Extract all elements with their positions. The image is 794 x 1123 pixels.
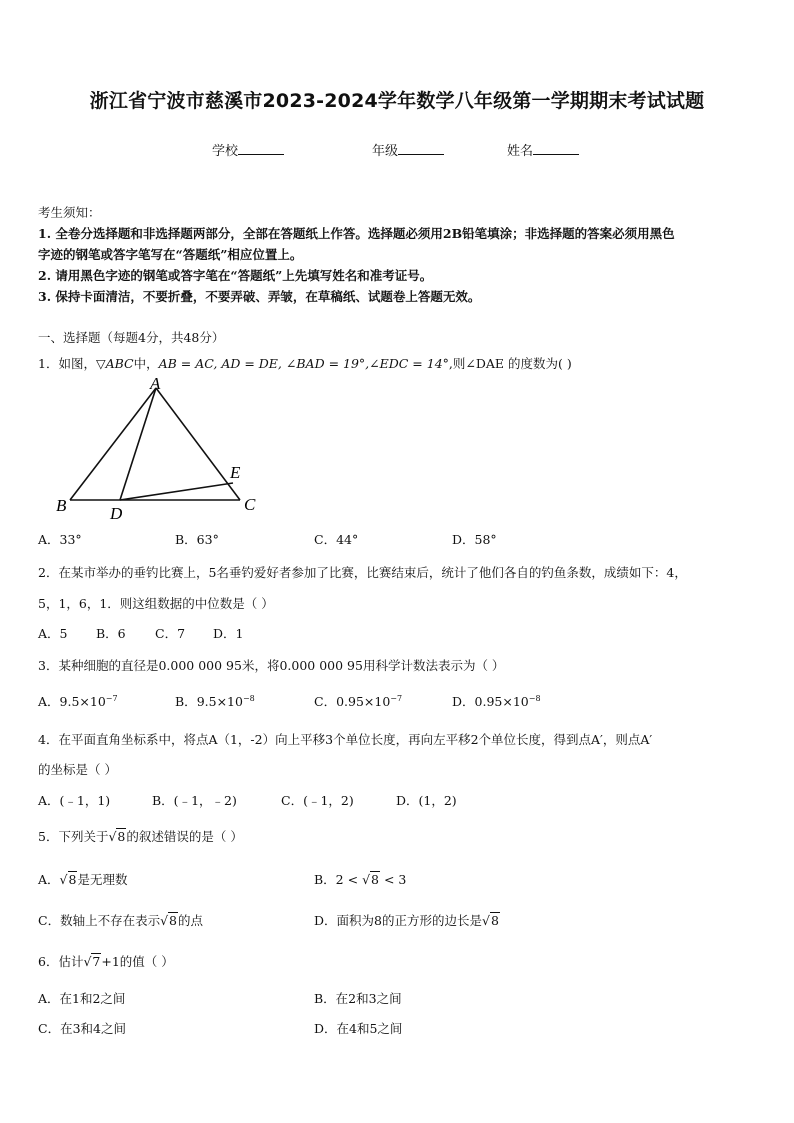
q4-option-a[interactable]: A．(﹣1，1): [38, 793, 111, 808]
question-6: [38, 952, 174, 970]
q5-radicand: 8: [117, 829, 126, 844]
q6-suffix: +1的值（ ）: [101, 954, 174, 969]
q1-option-d[interactable]: D．58°: [452, 532, 497, 547]
q3-b-base: 9.5×10: [196, 694, 243, 709]
q1-tail: ,则∠DAE 的度数为( ): [448, 356, 572, 371]
exam-title: 浙江省宁波市慈溪市2023-2024学年数学八年级第一学期期末考试试题: [89, 90, 705, 112]
q6-option-b[interactable]: B．在2和3之间: [314, 991, 402, 1006]
q5-option-d[interactable]: [314, 911, 500, 929]
question-4-line-1: 4．在平面直角坐标系中，将点A（1，-2）向上平移3个单位长度，再向左平移2个单位长度，得到点A′，则点A′: [38, 732, 653, 747]
q1-condition: AB = AC, AD = DE, ∠BAD = 19°: [158, 356, 366, 371]
q3-a-label: A．: [38, 694, 60, 709]
label-d: D: [110, 504, 123, 523]
q2-option-c[interactable]: C．7: [155, 626, 186, 641]
q3-b-exp: −8: [242, 693, 255, 703]
q1-option-c[interactable]: C．44°: [314, 532, 359, 547]
q6-option-a[interactable]: A．在1和2之间: [38, 991, 126, 1006]
sqrt-7: √7: [83, 954, 101, 969]
question-2-line-2: 5，1，6，1．则这组数据的中位数是（ ）: [38, 596, 274, 611]
q5-option-a[interactable]: [38, 870, 127, 888]
school-blank: [238, 142, 284, 155]
q3-option-b[interactable]: [175, 692, 255, 710]
q1-option-a[interactable]: A．33°: [38, 532, 82, 547]
grade-field: [372, 140, 444, 159]
question-3: 3．某种细胞的直径是0.000 000 95米，将0.000 000 95用科学计数法表示为（ ）: [38, 658, 505, 673]
question-4-line-2: 的坐标是（ ）: [38, 762, 117, 777]
q1-option-b[interactable]: B．63°: [175, 532, 219, 547]
question-1: [38, 354, 572, 372]
q6-option-d[interactable]: D．在4和5之间: [314, 1021, 403, 1036]
q5-c-pre: C．数轴上不存在表示: [38, 913, 161, 928]
q3-c-exp: −7: [390, 693, 403, 703]
question-5: [38, 827, 243, 845]
q3-option-c[interactable]: [314, 692, 402, 710]
q3-c-base: 0.95×10: [336, 694, 391, 709]
q5-c-post: 的点: [178, 913, 204, 928]
q5-prefix: 5．下列关于: [38, 829, 109, 844]
q5-d-radicand: 8: [490, 913, 499, 928]
name-blank: [533, 142, 579, 155]
label-e: E: [230, 463, 241, 482]
q4-option-c[interactable]: C．(﹣1，2): [281, 793, 354, 808]
sqrt-8-a: √8: [59, 872, 77, 887]
q5-b-pre: B．2 <: [314, 872, 359, 887]
q2-option-d[interactable]: D．1: [213, 626, 244, 641]
question-2-line-1: 2．在某市举办的垂钓比赛上，5名垂钓爱好者参加了比赛，比赛结束后，统计了他们各自的钓鱼条数，成绩如下：4，: [38, 565, 687, 580]
q3-a-base: 9.5×10: [59, 694, 106, 709]
notice-item-2: 2. 请用黑色字迹的钢笔或答字笔在“答题纸”上先填写姓名和准考证号。: [38, 268, 433, 283]
section-heading: 一、选择题（每题4分，共48分）: [38, 330, 225, 345]
q3-c-label: C．: [314, 694, 337, 709]
school-label: 学校: [212, 144, 239, 159]
q6-option-c[interactable]: C．在3和4之间: [38, 1021, 126, 1036]
q1-condition2: ,∠EDC = 14°: [365, 356, 449, 371]
name-label: 姓名: [507, 144, 534, 159]
notice-item-1-cont: 字迹的钢笔或答字笔写在“答题纸”相应位置上。: [38, 247, 303, 262]
notice-heading: 考生须知：: [38, 205, 101, 220]
q3-d-label: D．: [452, 694, 475, 709]
sqrt-8-c: √8: [160, 913, 177, 928]
q6-radicand: 7: [92, 954, 101, 969]
q3-option-d[interactable]: [452, 692, 541, 710]
line-de: [120, 483, 233, 500]
q5-option-c[interactable]: [38, 911, 203, 929]
q5-b-radicand: 8: [371, 872, 379, 887]
q1-triangle: ▽ABC: [95, 356, 134, 371]
q3-a-exp: −7: [105, 693, 118, 703]
q3-option-a[interactable]: [38, 692, 118, 710]
q3-d-exp: −8: [528, 693, 541, 703]
sqrt-8-b: √8: [362, 872, 379, 887]
label-a: A: [150, 378, 161, 393]
q5-c-radicand: 8: [169, 913, 177, 928]
line-ad: [120, 388, 156, 500]
school-field: [212, 140, 284, 159]
name-field: [507, 140, 579, 159]
q4-option-d[interactable]: D．(1，2): [396, 793, 457, 808]
grade-label: 年级: [372, 144, 399, 159]
sqrt-8-d: √8: [481, 913, 499, 928]
q6-prefix: 6．估计: [38, 954, 84, 969]
q5-option-b[interactable]: [314, 870, 406, 888]
notice-item-3: 3. 保持卡面清洁，不要折叠，不要弄破、弄皱，在草稿纸、试题卷上答题无效。: [38, 289, 481, 304]
q2-option-b[interactable]: B．6: [96, 626, 126, 641]
label-c: C: [244, 495, 256, 514]
line-ab: [70, 388, 156, 500]
label-b: B: [56, 496, 67, 515]
q5-suffix: 的叙述错误的是（ ）: [126, 829, 243, 844]
q5-a-post: 是无理数: [77, 872, 128, 887]
q3-d-base: 0.95×10: [474, 694, 529, 709]
q5-a-pre: A．: [38, 872, 60, 887]
triangle-figure: [48, 378, 278, 523]
notice-item-1: 1. 全卷分选择题和非选择题两部分，全部在答题纸上作答。选择题必须用2B铅笔填涂；非选择题的答案必须用黑色: [38, 226, 675, 241]
sqrt-8: √8: [108, 829, 126, 844]
q1-mid: 中，: [133, 356, 159, 371]
q5-a-radicand: 8: [68, 872, 77, 887]
q4-option-b[interactable]: B．(﹣1，﹣2): [152, 793, 237, 808]
q5-d-pre: D．面积为8的正方形的边长是: [314, 913, 482, 928]
grade-blank: [398, 142, 444, 155]
q2-option-a[interactable]: A．5: [38, 626, 68, 641]
q1-prefix: 1．如图，: [38, 356, 96, 371]
q3-b-label: B．: [175, 694, 197, 709]
q5-b-post: < 3: [383, 872, 407, 887]
